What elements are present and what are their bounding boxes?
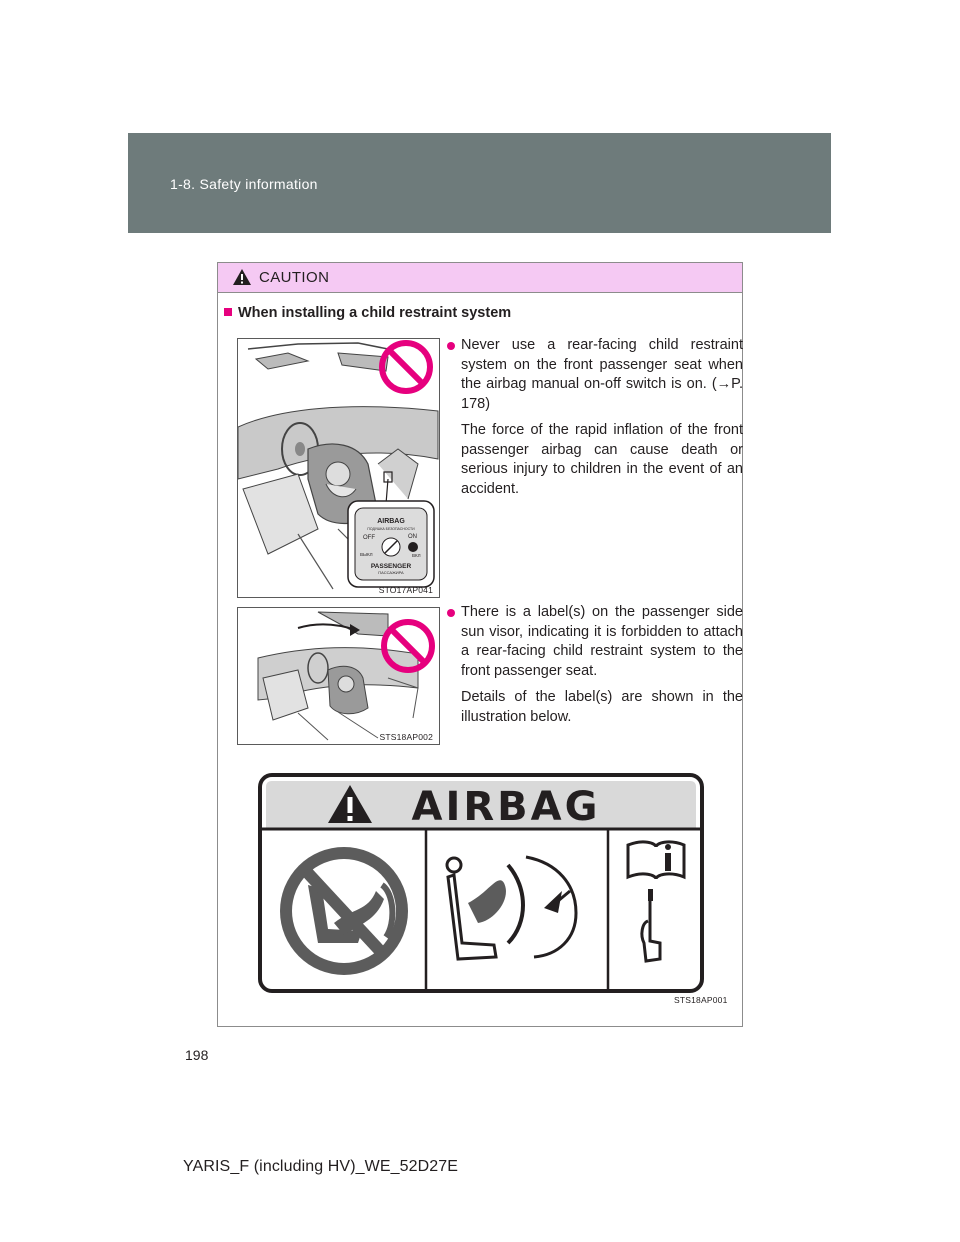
- figure-sun-visor: [237, 607, 440, 745]
- sun-visor-illustration: [238, 608, 439, 744]
- figure-rear-facing-seat: [237, 338, 440, 598]
- document-id: YARIS_F (including HV)_WE_52D27E: [183, 1158, 459, 1175]
- warning-triangle-icon: [232, 268, 252, 286]
- item-1-detail: The force of the rapid inflation of the front passenger airbag can cause death or serious injury to children in the event of an accident.: [461, 422, 743, 497]
- rear-facing-seat-illustration: [238, 339, 439, 597]
- prohibited-sign-icon: [382, 343, 430, 391]
- svg-text:PASSENGER: PASSENGER: [370, 563, 412, 570]
- bullet-icon: [447, 342, 455, 350]
- svg-text:AIRBAG: AIRBAG: [377, 518, 405, 525]
- caution-subheading: [224, 305, 511, 321]
- svg-text:OFF: OFF: [363, 535, 375, 541]
- figure-code: STS18AP002: [379, 732, 433, 742]
- section-title: 1-8. Safety information: [170, 176, 318, 192]
- bullet-icon: [447, 609, 455, 617]
- no-child-seat-icon: [280, 847, 408, 975]
- figure-code: STO17AP041: [378, 585, 433, 595]
- subheading-text: When installing a child restraint system: [238, 305, 512, 321]
- airbag-label-title: AIRBAG: [411, 784, 601, 830]
- caution-header: [218, 263, 742, 293]
- svg-text:ВЫКЛ: ВЫКЛ: [360, 552, 373, 557]
- caution-box: [217, 262, 743, 1027]
- svg-text:ПОДУШКА БЕЗОПАСНОСТИ: ПОДУШКА БЕЗОПАСНОСТИ: [367, 527, 415, 531]
- svg-text:ON: ON: [408, 534, 417, 540]
- caution-item-1: [447, 336, 743, 499]
- svg-text:ВКЛ: ВКЛ: [412, 553, 421, 558]
- square-bullet-icon: [224, 308, 232, 316]
- item-1-text: Never use a rear-facing child restraint system on the front passenger seat when the airbag manual on-off switch is on. (→P. 178): [461, 337, 743, 412]
- page-number: 198: [185, 1047, 209, 1063]
- caution-label: CAUTION: [259, 269, 330, 286]
- label-figure-code: STS18AP001: [674, 995, 728, 1005]
- item-2-text: There is a label(s) on the passenger side sun visor, indicating it is forbidden to attach a rear-facing child restraint system to the front passenger seat.: [461, 604, 743, 679]
- svg-text:ПАССАЖИРА: ПАССАЖИРА: [378, 570, 404, 575]
- header-band: [128, 133, 831, 233]
- caution-item-2: [447, 603, 743, 727]
- airbag-switch-panel: [348, 501, 434, 587]
- item-2-detail: Details of the label(s) are shown in the illustration below.: [461, 689, 743, 725]
- airbag-warning-label: [258, 773, 704, 993]
